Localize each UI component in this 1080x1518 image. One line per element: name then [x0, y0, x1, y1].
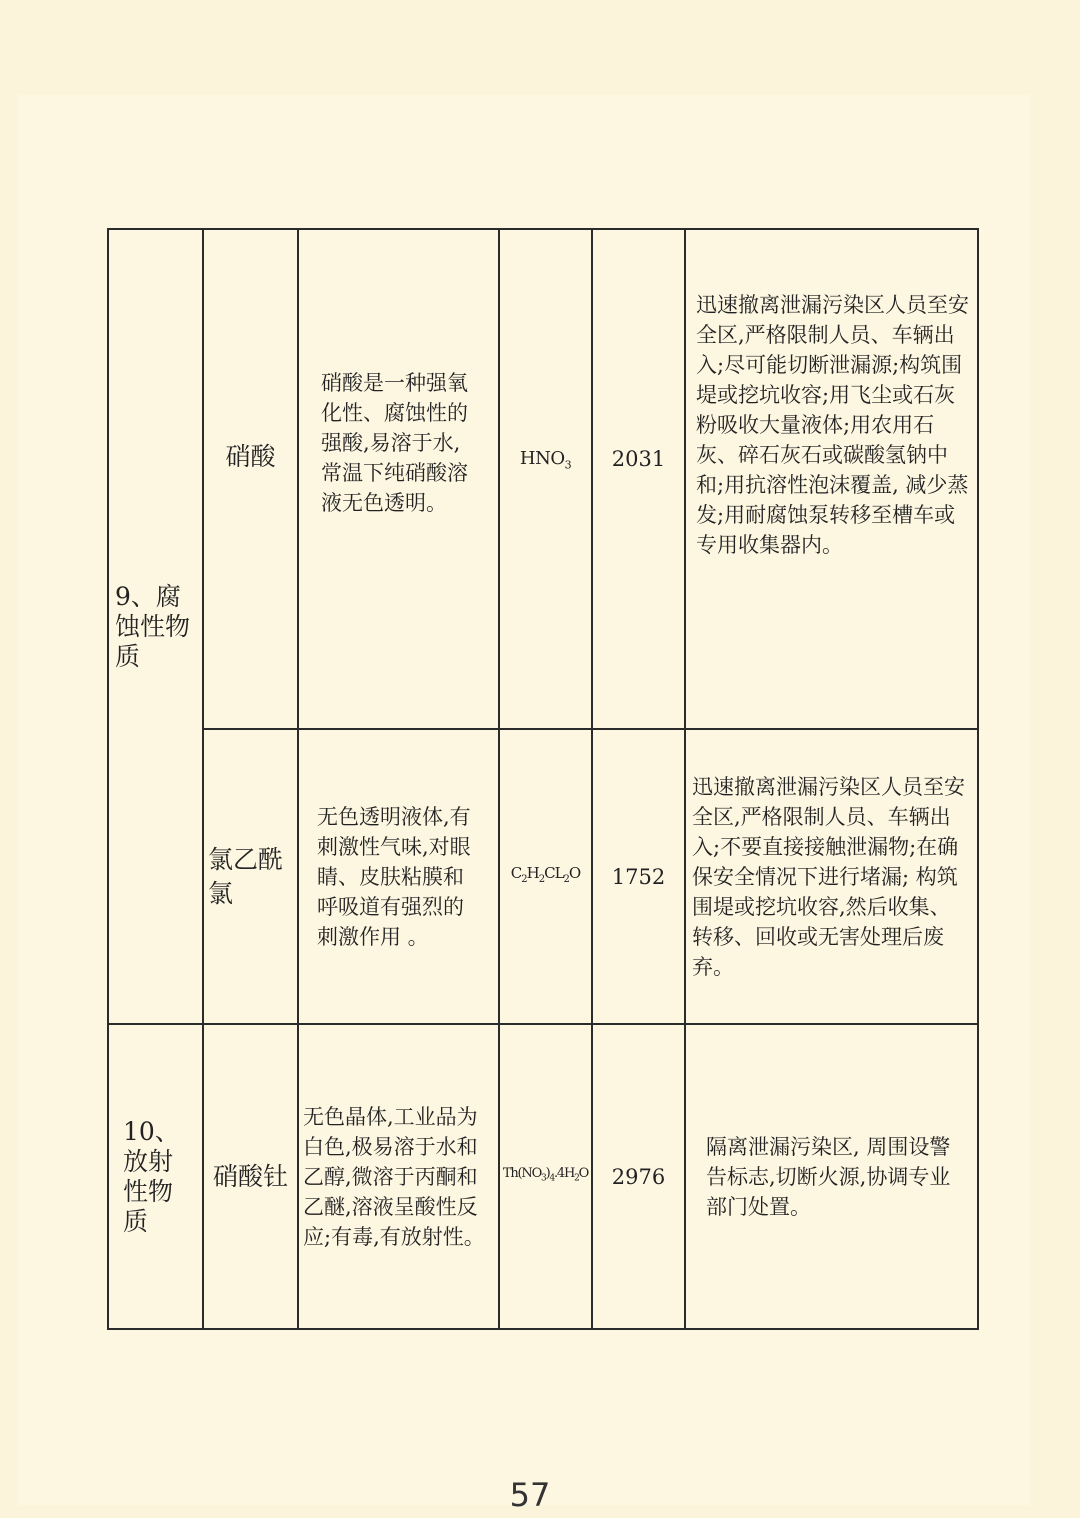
un-number: 2031 [611, 447, 666, 471]
description-cell [298, 1024, 499, 1329]
un-number: 1752 [611, 864, 666, 889]
category-cell [108, 1024, 203, 1329]
measures-cell [685, 229, 978, 729]
un-number-cell [592, 229, 685, 729]
emergency-measures: 隔离泄漏污染区, 周围设警告标志,切断火源,协调专业部门处置。 [706, 1134, 951, 1219]
description-cell [298, 729, 499, 1024]
substance-name: 硝酸钍 [212, 1161, 288, 1191]
substance-description: 硝酸是一种强氧化性、腐蚀性的强酸,易溶于水, 常温下纯硝酸溶液无色透明。 [321, 371, 468, 515]
substance-name: 硝酸 [225, 442, 276, 471]
substance-name: 氯乙酰氯 [208, 844, 284, 908]
un-number: 2976 [611, 1164, 666, 1189]
substance-name-cell [203, 729, 298, 1024]
un-number-cell [592, 729, 685, 1024]
category-label: 9、腐蚀性物质 [115, 581, 191, 671]
measures-cell [685, 729, 978, 1024]
table-row [108, 729, 978, 1024]
substance-name-cell [203, 1024, 298, 1329]
page-number: 57 [509, 1476, 551, 1514]
formula-cell [499, 729, 592, 1024]
chemical-formula: $C_2H_2CL_2O$ [510, 864, 581, 885]
hazmat-table [107, 228, 979, 1330]
substance-description: 无色晶体,工业品为白色,极易溶于水和乙醇,微溶于丙酮和乙醚,溶液呈酸性反应;有毒,有放射性。 [303, 1104, 485, 1249]
chemical-formula: $Th(NO_3)_4.4H_2O$ [502, 1166, 589, 1184]
un-number-cell [592, 1024, 685, 1329]
substance-name-cell [203, 229, 298, 729]
emergency-measures: 迅速撤离泄漏污染区人员至安全区,严格限制人员、车辆出入;尽可能切断泄漏源;构筑围堤或挖坑收容;用飞尘或石灰粉吸收大量液体;用农用石灰、碎石灰石或碳酸氢钠中和;用抗溶性泡沫覆盖, 减少蒸发;用耐腐蚀泵转移至槽车或专用收集器内。 [696, 293, 969, 557]
category-cell [108, 229, 203, 1024]
measures-cell [685, 1024, 978, 1329]
emergency-measures: 迅速撤离泄漏污染区人员至安全区,严格限制人员、车辆出入;不要直接接触泄漏物;在确保安全情况下进行堵漏; 构筑围堤或挖坑收容,然后收集、转移、回收或无害处理后废弃。 [692, 774, 965, 979]
formula-cell [499, 1024, 592, 1329]
table-row [108, 1024, 978, 1329]
description-cell [298, 229, 499, 729]
substance-description: 无色透明液体,有刺激性气味,对眼睛、皮肤粘膜和呼吸道有强烈的刺激作用 。 [317, 804, 471, 949]
chemical-formula: $HNO_3$ [519, 448, 572, 472]
category-label: 10、放射性物质 [123, 1116, 180, 1236]
table-row [108, 229, 978, 729]
formula-cell [499, 229, 592, 729]
